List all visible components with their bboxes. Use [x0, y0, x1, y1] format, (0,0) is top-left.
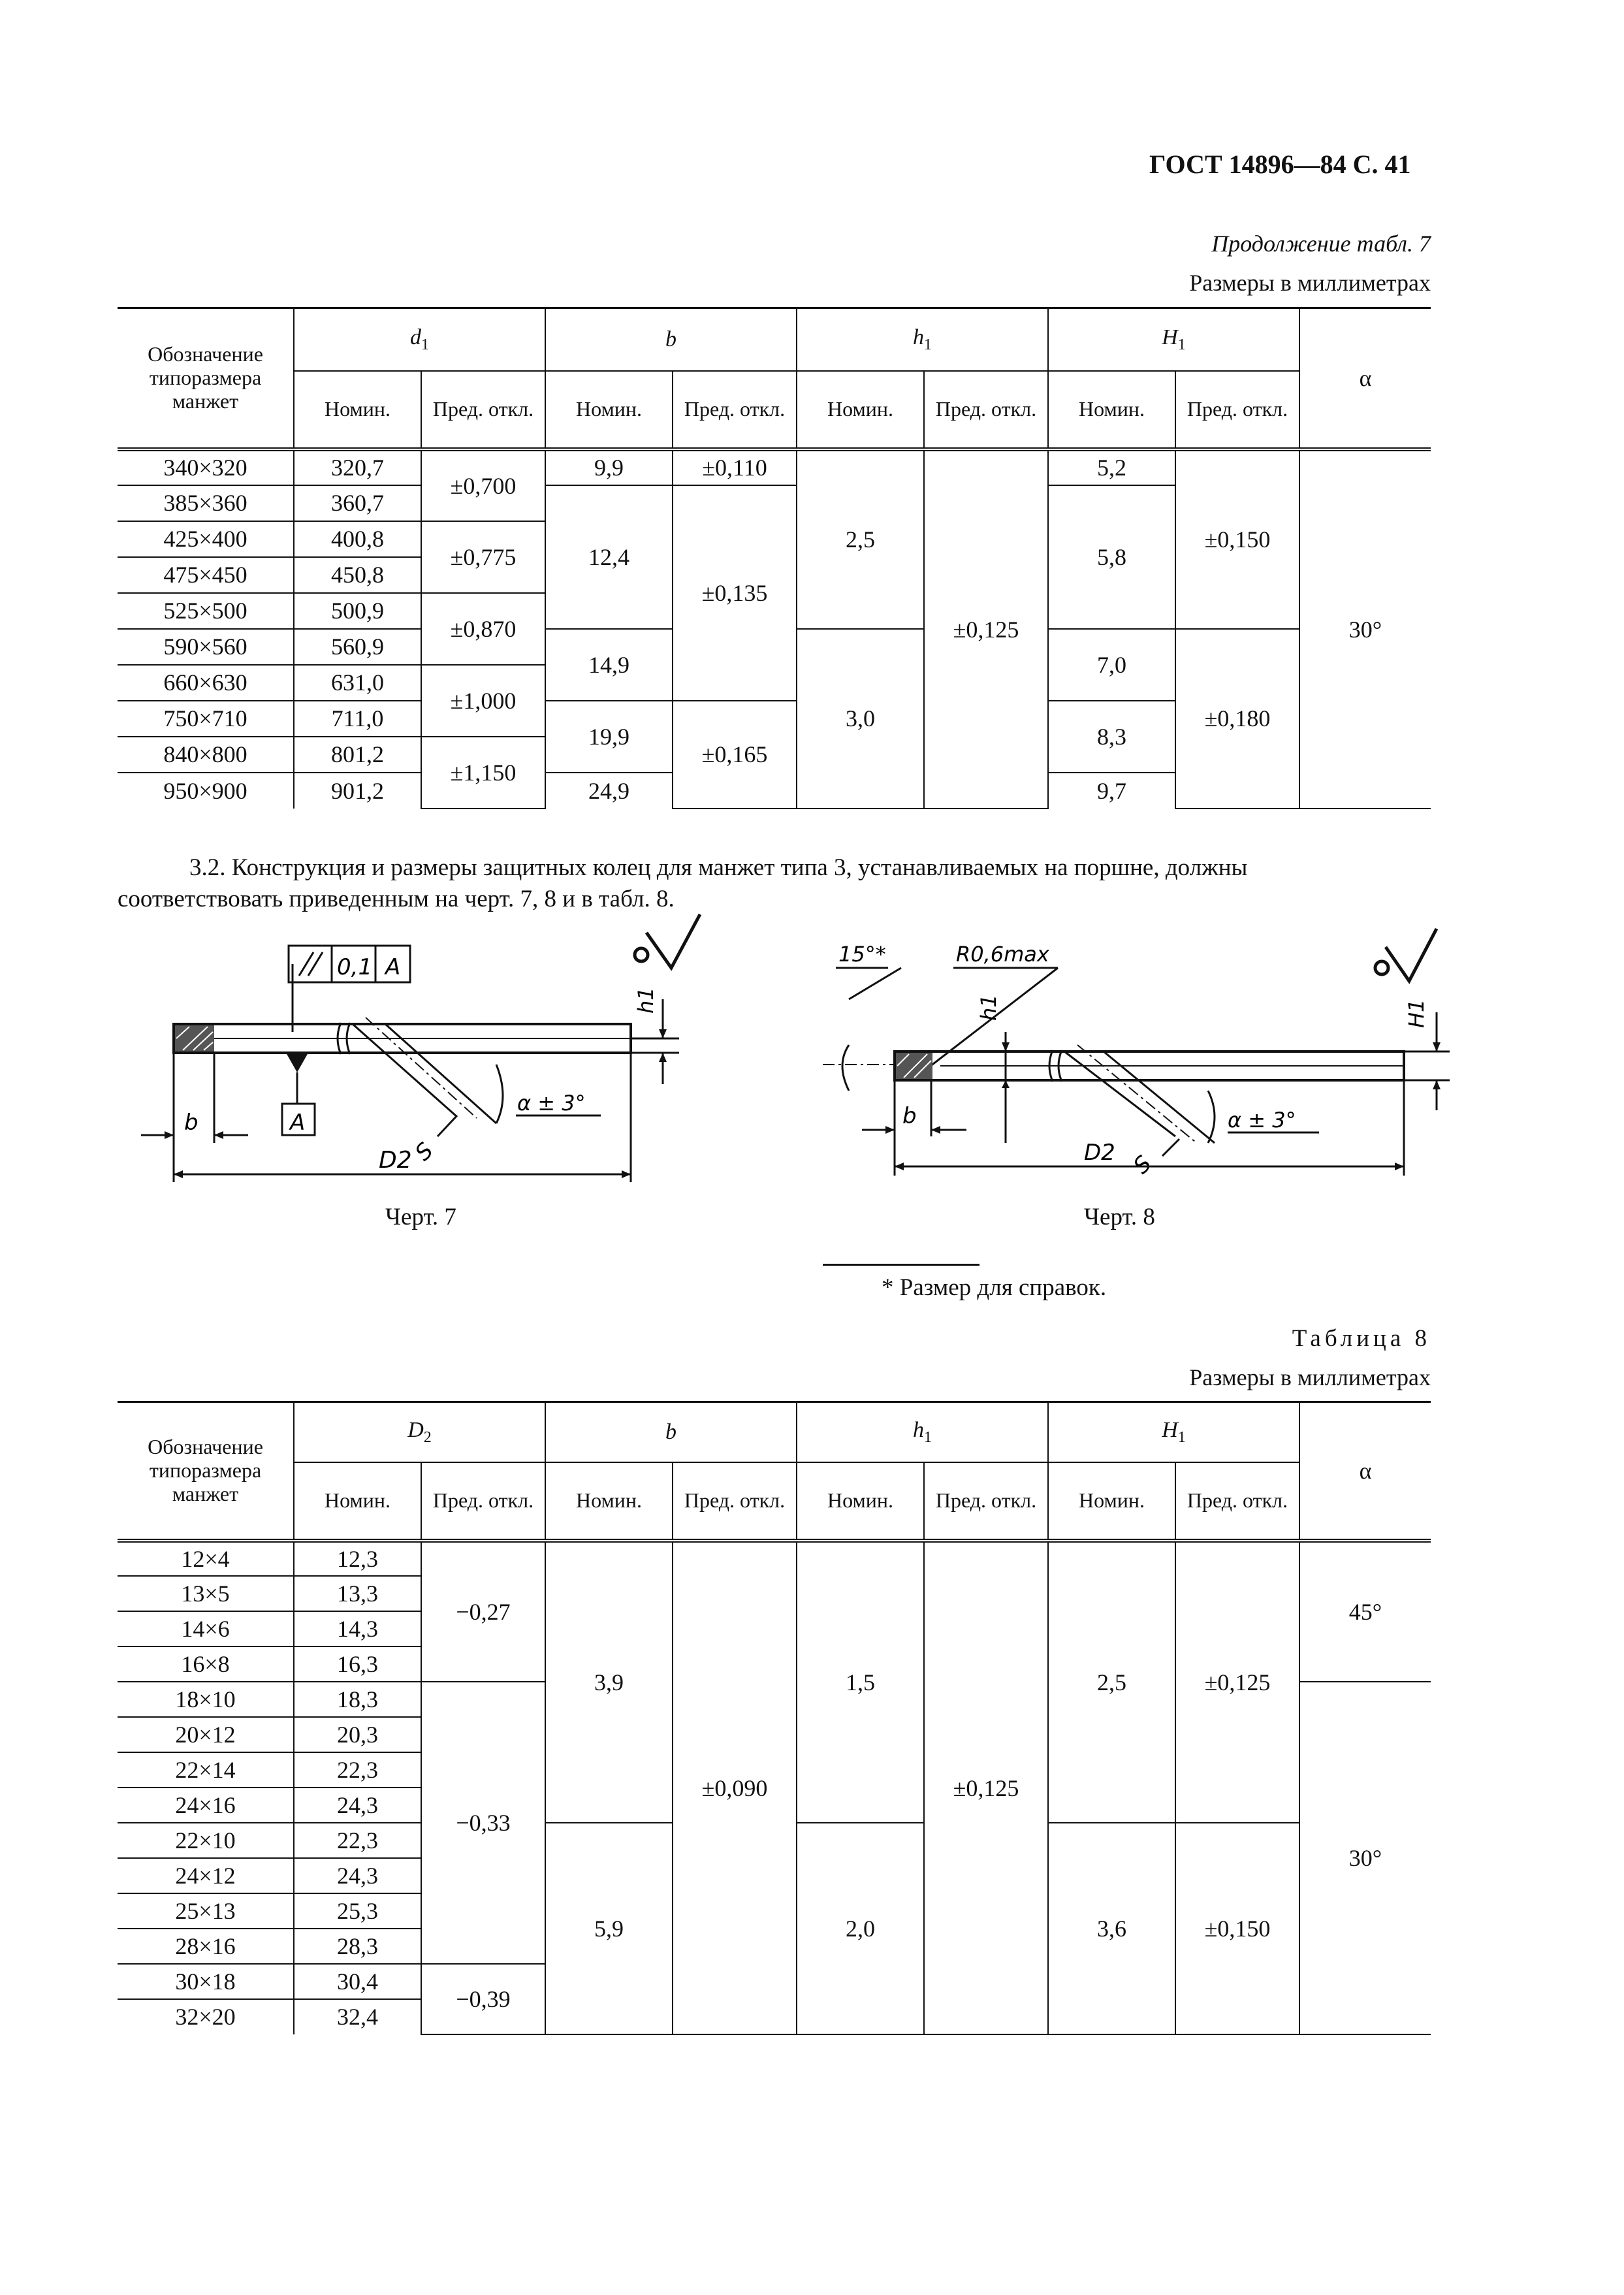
table8-D2: 25,3: [294, 1893, 421, 1929]
table7-header-nomin: Номин.: [545, 371, 673, 449]
table7-H1-nom: 8,3: [1048, 701, 1175, 773]
table7-d1: 360,7: [294, 485, 421, 521]
table8-D2: 14,3: [294, 1611, 421, 1646]
table7-d1: 631,0: [294, 665, 421, 701]
table7: [118, 307, 1431, 809]
table7-d1-tol: ±1,150: [421, 737, 545, 809]
drawing-7: [131, 908, 718, 1182]
table7-H1-tol: ±0,180: [1175, 629, 1299, 809]
table7-b-tol: ±0,135: [673, 485, 797, 701]
table8-header-pred: Пред. откл.: [421, 1462, 545, 1541]
table7-H1-tol: ±0,150: [1175, 449, 1299, 629]
b-label: b: [902, 1103, 917, 1129]
table7-header-pred: Пред. откл.: [673, 371, 797, 449]
table8-alpha: 45°: [1299, 1541, 1431, 1682]
D2-label: D2: [379, 1147, 412, 1174]
table7-d1-tol: ±0,700: [421, 449, 545, 521]
table8-H1-nom: 3,6: [1048, 1823, 1175, 2034]
table8-header-h1: $h_1$: [797, 1402, 1048, 1462]
angle-label: α ± 3°: [517, 1091, 586, 1115]
tolerance-value: 0,1: [337, 954, 373, 980]
table7-header-pred: Пред. откл.: [924, 371, 1048, 449]
table7-size: 750×710: [118, 701, 294, 737]
table8-units: Размеры в миллиметрах: [1189, 1364, 1431, 1390]
drawing7-caption: Черт. 7: [385, 1204, 456, 1230]
table8-size: 30×18: [118, 1964, 294, 1999]
table7-d1: 901,2: [294, 773, 421, 809]
drawing-8: [810, 921, 1450, 1182]
table7-header-nomin: Номин.: [1048, 371, 1175, 449]
table8-size: 28×16: [118, 1929, 294, 1964]
table7-size: 475×450: [118, 557, 294, 593]
table7-h1-nom: 2,5: [797, 449, 924, 629]
table8-size: 12×4: [118, 1541, 294, 1576]
table7-d1-tol: ±0,775: [421, 521, 545, 593]
s-label: S: [1128, 1150, 1157, 1180]
table8-size: 22×14: [118, 1752, 294, 1788]
table7-d1: 450,8: [294, 557, 421, 593]
paragraph-line-2: соответствовать приведенным на черт. 7, 8 и в табл. 8.: [118, 886, 675, 912]
table8-header-nomin: Номин.: [1048, 1462, 1175, 1541]
table8-header-nomin: Номин.: [797, 1462, 924, 1541]
roughness-sign-icon: [635, 914, 700, 968]
table8-size: 32×20: [118, 1999, 294, 2034]
table7-header-H1: $H_1$: [1048, 308, 1299, 371]
paragraph-line-1: 3.2. Конструкция и размеры защитных колец для манжет типа 3, устанавливаемых на поршне, должны: [189, 854, 1248, 881]
table7-size: 425×400: [118, 521, 294, 557]
table8-alpha: 30°: [1299, 1682, 1431, 2034]
table7-header-alpha: α: [1299, 308, 1431, 449]
table7-header-designation: Обозначение типоразмера манжет: [118, 308, 294, 449]
table7-d1: 320,7: [294, 449, 421, 485]
table8-D2: 24,3: [294, 1788, 421, 1823]
radius-label: R0,6max: [956, 942, 1049, 967]
table8-size: 24×12: [118, 1858, 294, 1893]
table7-units: Размеры в миллиметрах: [1189, 270, 1431, 296]
table7-header-nomin: Номин.: [294, 371, 421, 449]
table7-size: 660×630: [118, 665, 294, 701]
table7-b-nom: 12,4: [545, 485, 673, 629]
table7-header-h1: $h_1$: [797, 308, 1048, 371]
table8-H1-nom: 2,5: [1048, 1541, 1175, 1823]
paragraph-3-2: [118, 852, 1430, 915]
table8-h1-nom: 1,5: [797, 1541, 924, 1823]
footnote: * Размер для справок.: [882, 1274, 1107, 1301]
table8-D2: 16,3: [294, 1646, 421, 1682]
table8-title: Таблица 8: [1292, 1325, 1431, 1352]
datum-triangle-icon: [286, 1053, 308, 1072]
table7-h1-tol: ±0,125: [924, 449, 1048, 809]
table7-b-nom: 19,9: [545, 701, 673, 773]
table8-header-H1: $H_1$: [1048, 1402, 1299, 1462]
datum-label: A: [290, 1110, 306, 1136]
table-row: [118, 1541, 1431, 1576]
table8-header-b: b: [545, 1402, 797, 1462]
table8-size: 22×10: [118, 1823, 294, 1858]
table7-d1: 711,0: [294, 701, 421, 737]
table8-size: 16×8: [118, 1646, 294, 1682]
s-label: S: [410, 1137, 439, 1166]
table7-d1-tol: ±1,000: [421, 665, 545, 737]
table7-d1: 560,9: [294, 629, 421, 665]
table8-header-designation: Обозначение типоразмера манжет: [118, 1402, 294, 1541]
table8-header-nomin: Номин.: [294, 1462, 421, 1541]
table7-size: 385×360: [118, 485, 294, 521]
angle-label: α ± 3°: [1228, 1108, 1296, 1132]
table7-b-nom: 14,9: [545, 629, 673, 701]
table7-continuation: Продолжение табл. 7: [1211, 231, 1431, 257]
table7-size: 950×900: [118, 773, 294, 809]
h1-label: h1: [976, 994, 1001, 1021]
table8-size: 24×16: [118, 1788, 294, 1823]
table7-size: 840×800: [118, 737, 294, 773]
table7-header-nomin: Номин.: [797, 371, 924, 449]
table8-D2: 18,3: [294, 1682, 421, 1717]
table7-H1-nom: 5,8: [1048, 485, 1175, 629]
table8-h1-tol: ±0,125: [924, 1541, 1048, 2034]
roughness-sign-icon: [1375, 929, 1437, 981]
table8-h1-nom: 2,0: [797, 1823, 924, 2034]
table7-b-nom: 9,9: [545, 449, 673, 485]
table8-size: 20×12: [118, 1717, 294, 1752]
table7-H1-nom: 9,7: [1048, 773, 1175, 809]
table7-header-pred: Пред. откл.: [1175, 371, 1299, 449]
table7-header-b: b: [545, 308, 797, 371]
table8-size: 25×13: [118, 1893, 294, 1929]
b-label: b: [184, 1110, 199, 1136]
table8-header-pred: Пред. откл.: [673, 1462, 797, 1541]
footnote-rule: [823, 1264, 979, 1266]
table8-header-nomin: Номин.: [545, 1462, 673, 1541]
table8-size: 13×5: [118, 1576, 294, 1611]
table7-size: 340×320: [118, 449, 294, 485]
table8-header-alpha: α: [1299, 1402, 1431, 1541]
table8-D2-tol: −0,27: [421, 1541, 545, 1682]
ring-body: [895, 1051, 1404, 1080]
table8-D2: 13,3: [294, 1576, 421, 1611]
table7-H1-nom: 7,0: [1048, 629, 1175, 701]
table7-d1: 500,9: [294, 593, 421, 629]
table8-H1-tol: ±0,125: [1175, 1541, 1299, 1823]
table7-H1-nom: 5,2: [1048, 449, 1175, 485]
table8-b-nom: 5,9: [545, 1823, 673, 2034]
table8-D2: 22,3: [294, 1823, 421, 1858]
table7-d1-tol: ±0,870: [421, 593, 545, 665]
table8-D2: 24,3: [294, 1858, 421, 1893]
table8-D2: 32,4: [294, 1999, 421, 2034]
table7-b-tol: ±0,165: [673, 701, 797, 809]
table8-header-pred: Пред. откл.: [924, 1462, 1048, 1541]
table7-b-nom: 24,9: [545, 773, 673, 809]
h1-label: h1: [633, 987, 658, 1014]
table8-D2: 30,4: [294, 1964, 421, 1999]
table7-h1-nom: 3,0: [797, 629, 924, 809]
table7-d1: 801,2: [294, 737, 421, 773]
table8-size: 14×6: [118, 1611, 294, 1646]
table7-alpha: 30°: [1299, 449, 1431, 809]
D2-label: D2: [1084, 1140, 1115, 1166]
H1-label: H1: [1404, 999, 1429, 1028]
table8-D2-tol: −0,39: [421, 1964, 545, 2034]
table7-header-d1: $d_1$: [294, 308, 545, 371]
table-row: [118, 449, 1431, 485]
table8-b-tol: ±0,090: [673, 1541, 797, 2034]
table8-size: 18×10: [118, 1682, 294, 1717]
table8-D2: 22,3: [294, 1752, 421, 1788]
table8-D2-tol: −0,33: [421, 1682, 545, 1964]
table8-D2: 28,3: [294, 1929, 421, 1964]
table7-size: 525×500: [118, 593, 294, 629]
ring-section-hatch: [896, 1053, 932, 1079]
table7-d1: 400,8: [294, 521, 421, 557]
table8-header-pred: Пред. откл.: [1175, 1462, 1299, 1541]
table7-header-pred: Пред. откл.: [421, 371, 545, 449]
drawing8-caption: Черт. 8: [1084, 1204, 1155, 1230]
page-header: ГОСТ 14896—84 С. 41: [1149, 150, 1411, 179]
table8-header-D2: $D_2$: [294, 1402, 545, 1462]
table8-D2: 12,3: [294, 1541, 421, 1576]
angle-ref-label: 15°*: [838, 942, 886, 967]
table8-b-nom: 3,9: [545, 1541, 673, 1823]
table8-D2: 20,3: [294, 1717, 421, 1752]
table7-b-tol: ±0,110: [673, 449, 797, 485]
table8: [118, 1401, 1431, 2035]
table8-H1-tol: ±0,150: [1175, 1823, 1299, 2034]
table7-size: 590×560: [118, 629, 294, 665]
tolerance-datum: A: [385, 954, 401, 980]
